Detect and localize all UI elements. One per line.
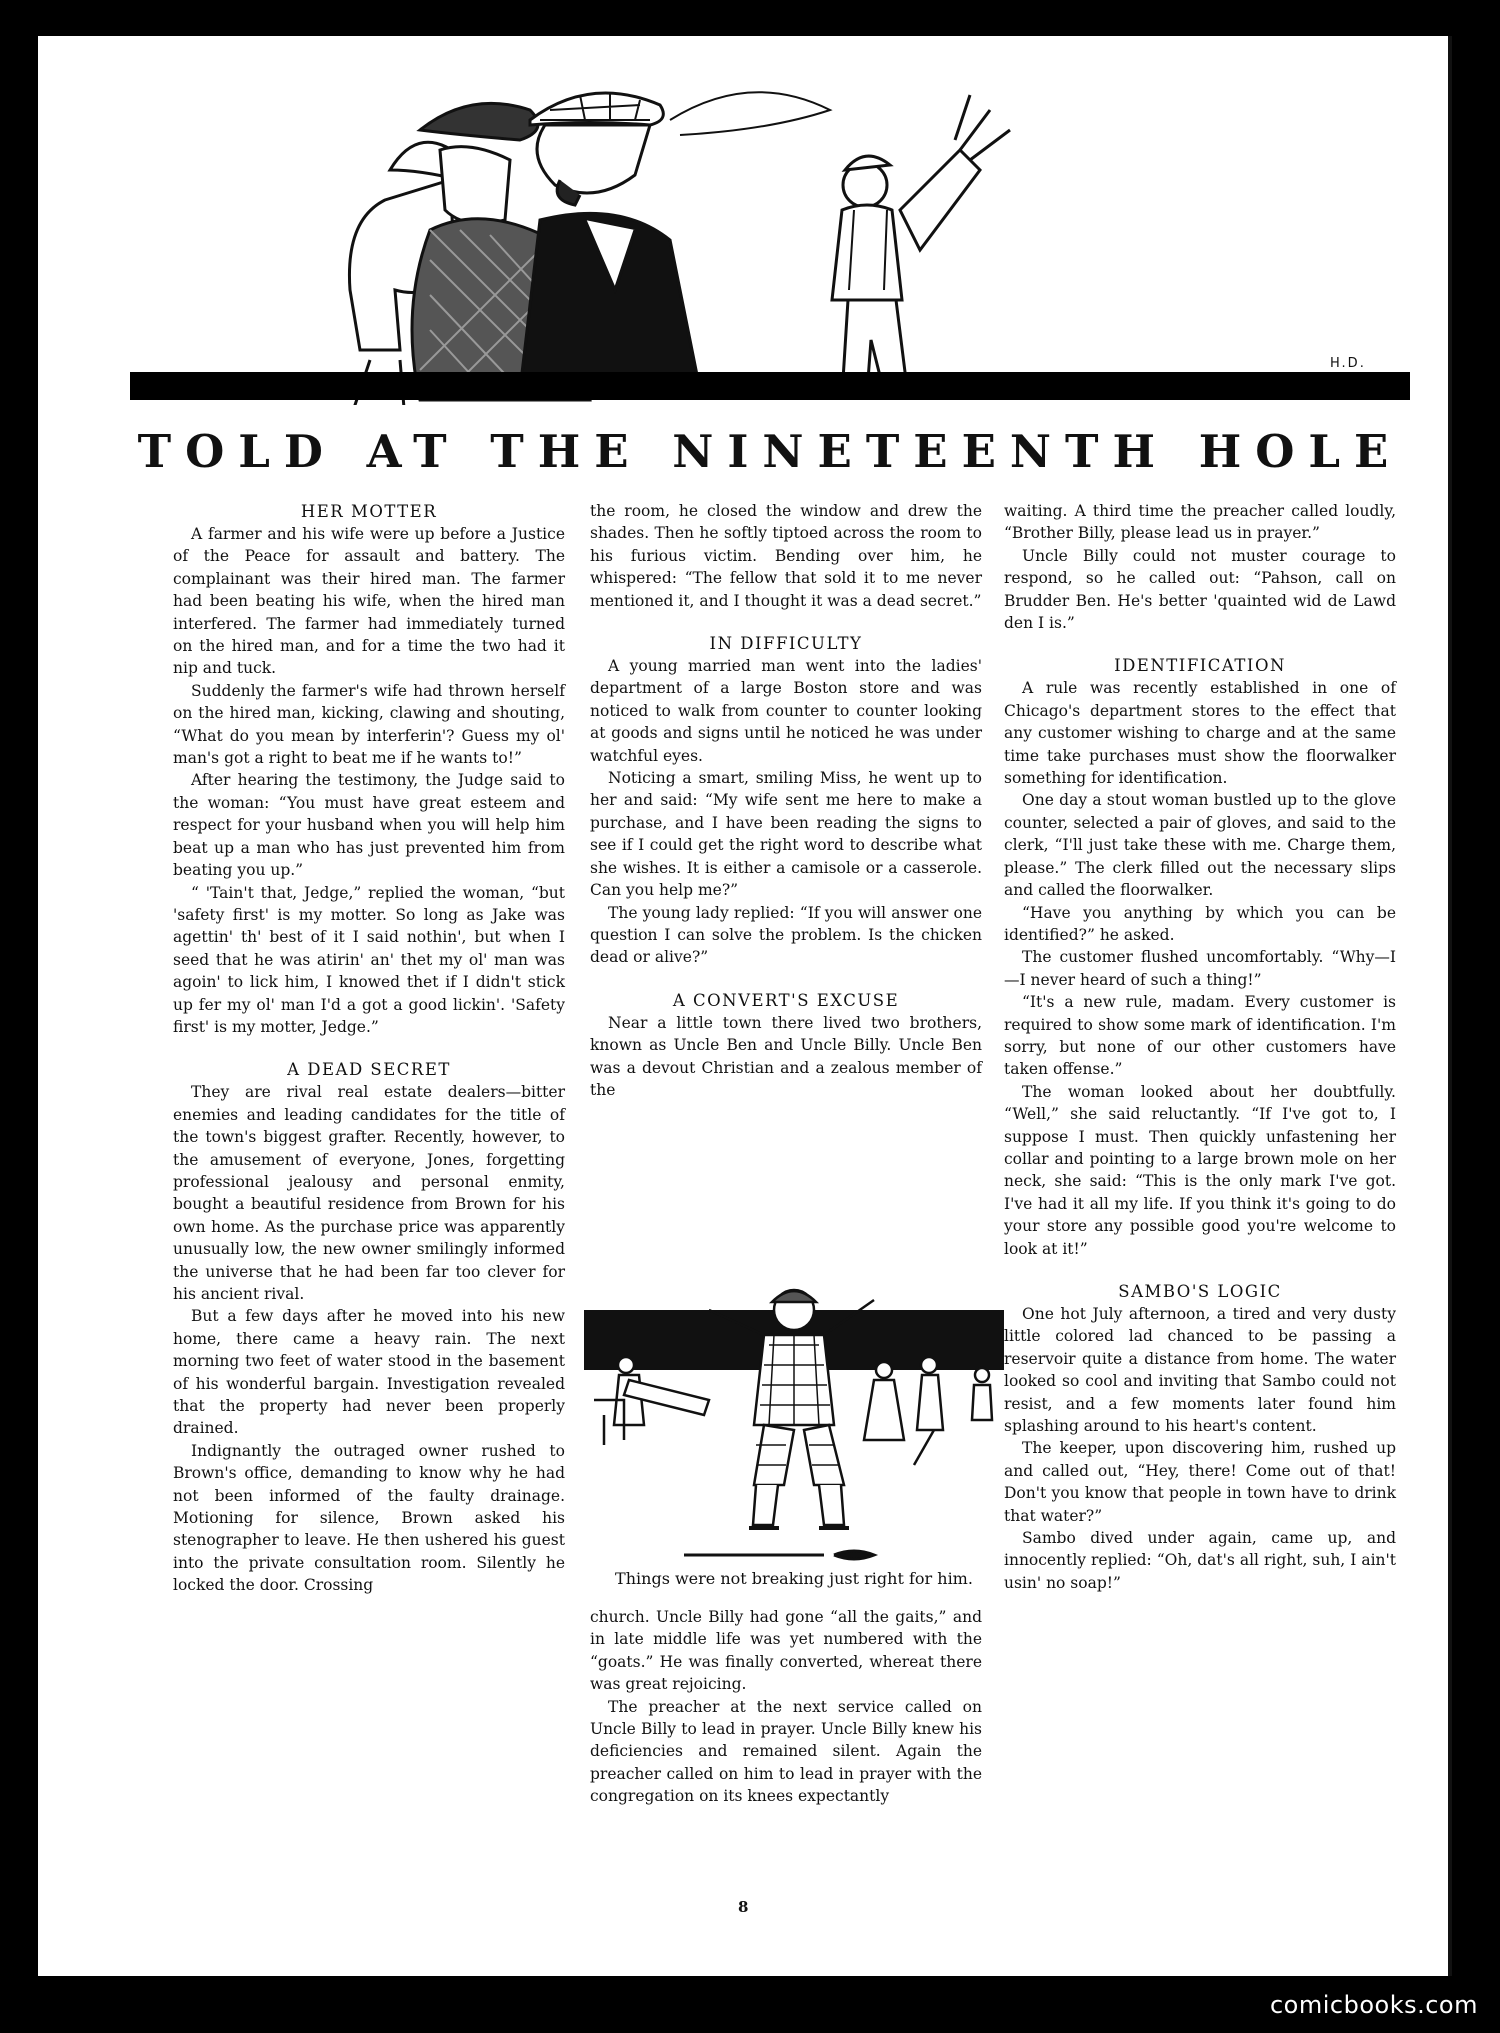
article-paragraph: A farmer and his wife were up before a Justice of the Peace for assault and battery. The complainant was their hired man. The farmer had been beating his wife, when the hired man interfered. The farmer had immediately turned on the hired man, and for a time the two had it nip and tuck. — [173, 525, 565, 678]
article-paragraph: Sambo dived under again, came up, and innocently replied: “Oh, dat's all right, suh, I ain't usin' no soap!” — [1004, 1529, 1396, 1592]
article-paragraph: “It's a new rule, madam. Every customer is required to show some mark of identification. I'm sorry, but none of our other customers have taken offense.” — [1004, 993, 1396, 1079]
golfers-header-illustration — [130, 60, 1410, 405]
article-paragraph: Uncle Billy could not muster courage to respond, so he called out: “Pahson, call on Brudder Ben. He's better 'quainted wid de Lawd den I is.” — [1004, 546, 1396, 633]
article-paragraph: Indignantly the outraged owner rushed to Brown's office, demanding to know why he had not been informed of the faulty drainage. Motioning for silence, Brown asked his stenographer to leave. He then ushered his guest into the private consultation room. Silently he locked the door. Crossing — [173, 1441, 565, 1595]
header-black-bar — [130, 372, 1410, 400]
article-paragraph-continued: waiting. A third time the preacher called loudly, “Brother Billy, please lead us in prayer.” — [1004, 502, 1396, 543]
article-heading: A CONVERT'S EXCUSE — [672, 990, 900, 1010]
artist-signature: H.D. — [1330, 356, 1366, 371]
article-paragraph: After hearing the testimony, the Judge said to the woman: “You must have great esteem and respect for your husband when you will help him beat up a man who has just prevented him from beating you up.” — [173, 771, 565, 880]
article-paragraph: The keeper, upon discovering him, rushed up and called out, “Hey, there! Come out of that! Don't you know that people in town have to drink that water?” — [1004, 1439, 1396, 1525]
section-gap — [590, 969, 982, 989]
article-paragraph: A young married man went into the ladies' department of a large Boston store and was noticed to walk from counter to counter looking at goods and signs until he noticed he was under watchful eyes. — [590, 657, 982, 765]
column-2-bottom — [590, 1606, 982, 1808]
article-heading: IDENTIFICATION — [1114, 656, 1286, 676]
column-3 — [1004, 500, 1396, 1594]
section-gap — [1004, 1260, 1396, 1280]
column-1 — [173, 500, 565, 1597]
article-heading: IN DIFFICULTY — [709, 634, 863, 654]
cartoon-caption: Things were not breaking just right for him. — [615, 1569, 973, 1588]
column-2-top — [590, 500, 982, 1101]
article-paragraph: The young lady replied: “If you will answer one question I can solve the problem. Is the chicken dead or alive?” — [590, 903, 982, 967]
scan-border — [1452, 36, 1500, 1976]
article-paragraph-continued: the room, he closed the window and drew the shades. Then he softly tiptoed across the room to his furious victim. Bending over him, he whispered: “The fellow that sold it to me never mentioned it, and I thought it was a dead secret.” — [590, 502, 982, 610]
article-paragraph: A rule was recently established in one of Chicago's department stores to the effect that any customer wishing to charge and at the same time take purchases must show the floorwalker something for identification. — [1004, 679, 1396, 788]
article-heading: HER MOTTER — [300, 502, 438, 521]
frustrated-golfer-cartoon — [584, 1270, 1004, 1570]
article-paragraph: “ 'Tain't that, Jedge,” replied the woman, “but 'safety first' is my motter. So long as Jake was agettin' th' best of it I said nothin', but when I seed that he was atirin' an' thet my ol' man was agoin' to lick him, I knowed thet if I didn't stick up fer my ol' man I'd a got a good lickin'. 'Safety first' is my motter, Jedge.” — [173, 883, 565, 1036]
article-paragraph: The preacher at the next service called on Uncle Billy to lead in prayer. Uncle Billy knew his deficiencies and remained silent. Again the preacher called on him to lead in prayer with the congregation on its knees expectantly — [590, 1697, 982, 1806]
article-paragraph: One day a stout woman bustled up to the glove counter, selected a pair of gloves, and said to the clerk, “I'll just take these with me. Charge them, please.” The clerk filled out the necessary slips and called the floorwalker. — [1004, 791, 1396, 900]
article-paragraph: Near a little town there lived two brothers, known as Uncle Ben and Uncle Billy. Uncle Ben was a devout Christian and a zealous member of the — [590, 1013, 982, 1099]
article-paragraph: The customer flushed uncomfortably. “Why—I—I never heard of such a thing!” — [1004, 948, 1396, 989]
article-paragraph: But a few days after he moved into his new home, there came a heavy rain. The next morning two feet of water stood in the basement of his wonderful bargain. Investigation revealed that the property had never been properly drained. — [173, 1307, 565, 1438]
article-paragraph: “Have you anything by which you can be identified?” he asked. — [1004, 903, 1396, 944]
section-gap — [590, 612, 982, 632]
article-paragraph: Noticing a smart, smiling Miss, he went up to her and said: “My wife sent me here to make a purchase, and I have been reading the signs to see if I could get the right word to describe what she wishes. It is either a camisole or a casserole. Can you help me?” — [590, 769, 982, 900]
page-number: 8 — [738, 1898, 749, 1916]
section-gap — [173, 1038, 565, 1058]
article-paragraph: Suddenly the farmer's wife had thrown herself on the hired man, kicking, clawing and shouting, “What do you mean by interferin'? Guess my ol' man's got a right to beat me if he wants to!” — [173, 681, 565, 768]
article-paragraph: The woman looked about her doubtfully. “Well,” she said reluctantly. “If I've got to, I suppose I must. Then quickly unfastening her collar and pointing to a large brown mole on her neck, she said: “This is the only mark I've got. I've had it all my life. If you think it's going to do your store any possible good you're welcome to look at it!” — [1004, 1082, 1396, 1258]
article-paragraph: They are rival real estate dealers—bitter enemies and leading candidates for the title of the town's biggest grafter. Recently, however, to the amusement of everyone, Jones, forgetting professional jealousy and personal enmity, bought a beautiful residence from Brown for his own home. As the purchase price was apparently unusually low, the new owner smilingly informed the universe that he had been far too clever for his ancient rival. — [173, 1083, 565, 1303]
section-gap — [1004, 634, 1396, 654]
page-title: TOLD AT THE NINETEENTH HOLE — [137, 425, 1403, 478]
article-paragraph: One hot July afternoon, a tired and very dusty little colored lad chanced to be passing a reservoir quite a distance from home. The water looked so cool and inviting that Sambo could not resist, and a few moments later found him splashing around to his heart's content. — [1004, 1305, 1396, 1436]
article-heading: A DEAD SECRET — [287, 1060, 451, 1080]
watermark: comicbooks.com — [1269, 1991, 1478, 2019]
article-heading: SAMBO'S LOGIC — [1118, 1282, 1282, 1301]
article-paragraph-continued: church. Uncle Billy had gone “all the gaits,” and in late middle life was yet numbered with the “goats.” He was finally converted, whereat there was great rejoicing. — [590, 1608, 982, 1694]
